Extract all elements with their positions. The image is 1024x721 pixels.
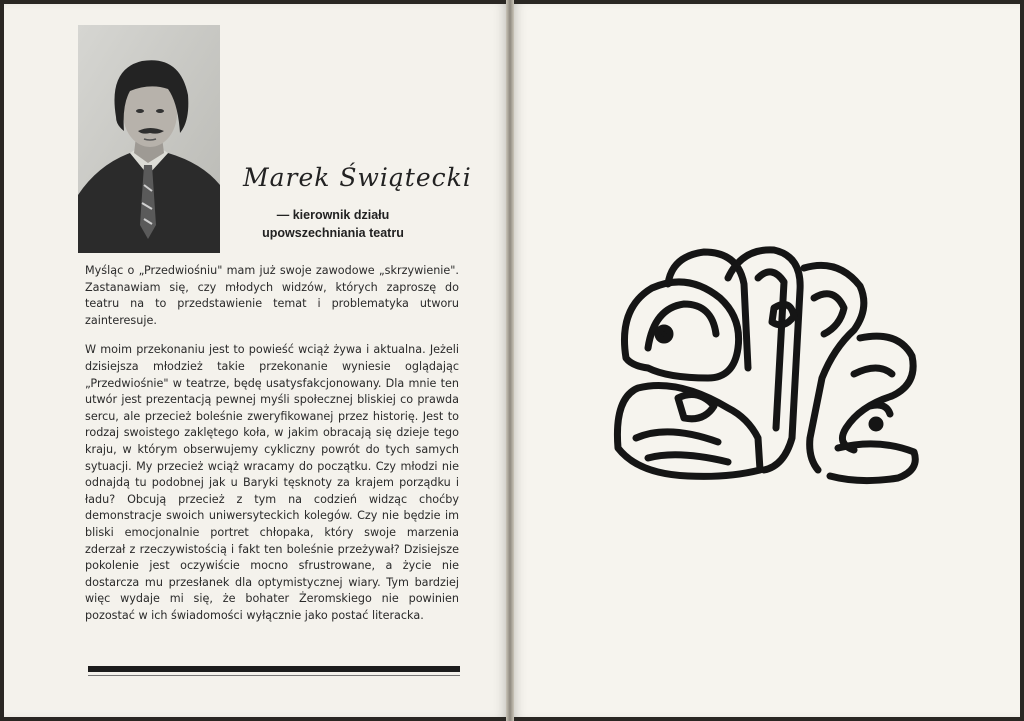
ornament-logo	[608, 238, 924, 488]
book-gutter	[506, 0, 514, 721]
bottom-rule	[88, 666, 460, 672]
article-paragraph: W moim przekonaniu jest to powieść wciąż żywa i aktualna. Jeżeli dzisiejsza młodzież takie przekonanie wyniesie oglądając „Przedwiośnie" w teatrze, będę usatysfakcjonowany. Dla mnie ten utwór jest prezentacją pewnej myśli społecznej bliskiej co prawda sercu, ale przecież boleśnie zweryfikowanej przez historię. Jest to rodzaj swoistego zaklętego koła, w jakim obracają się dzieje tego kraju, w którym obserwujemy cykliczny powrót do tych samych sytuacji. My przecież wciąż wracamy do początku. Czy młodzi nie odnajdą tu podobnej jak u Baryki tęsknoty za krajem porządku i ładu? Obcują przecież z tym na codzień widząc choćby demonstracje swoich uniwersyteckich kolegów. Czy nie będzie im bliski emocjonalnie portret chłopaka, który swoje marzenia zderzał z rzeczywistością i fakt ten boleśnie przeżywał? Dzisiejsze pokolenie jest oczywiście mocno sfrustrowane, a życie nie dostarcza mu przesłanek dla optymistycznej wiary. Tym bardziej więc wydaje mi się, że bohater Żeromskiego nie powinien pozostać w ich świadomości wyłącznie jako postać literacka.	[85, 343, 459, 622]
portrait-photo	[78, 25, 220, 253]
article-text	[85, 263, 459, 637]
author-signature: Marek Świątecki	[243, 163, 472, 192]
author-role	[248, 206, 418, 242]
role-line: — kierownik działu	[276, 208, 390, 222]
article-paragraph: Myśląc o „Przedwiośniu" mam już swoje zawodowe „skrzywienie". Zastanawiam się, czy młodych widzów, których zaproszę do teatru na to przedstawienie temat i problematyka utworu zainteresuje.	[85, 264, 459, 327]
role-line: upowszechniania teatru	[262, 226, 404, 240]
bottom-rule-thin	[88, 675, 460, 676]
